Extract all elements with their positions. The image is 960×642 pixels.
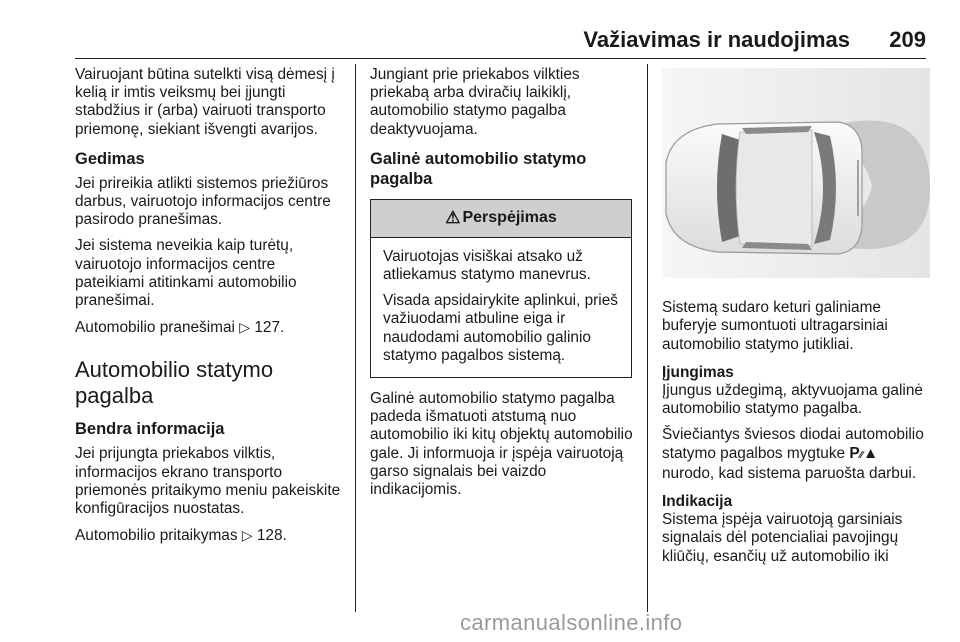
reference-text: Automobilio pritaikymas — [75, 527, 238, 545]
button-glyph: P — [849, 444, 860, 462]
fault-reference — [75, 318, 345, 337]
page-ref-icon: ▷ — [239, 319, 251, 336]
indication-paragraph: Sistema įspėja vairuotoją garsiniais signalais dėl potencialiai pavojingų kliūčių, esančių už automobilio iki — [662, 511, 903, 565]
column-divider — [355, 64, 356, 612]
activation-paragraph — [662, 426, 930, 483]
watermark: carmanualsonline.info — [460, 610, 683, 635]
activation-heading: Įjungimas — [662, 363, 734, 381]
warning-header — [371, 200, 631, 238]
general-heading: Bendra informacija — [75, 420, 225, 439]
general-paragraph: Jei prijungta priekabos vilktis, informacijos ekrano transporto priemonės pritaikymo meniu pakeiskite konfigūracijos nuostatas. — [75, 445, 341, 518]
warning-triangle-icon: ⚠ — [445, 208, 461, 228]
page-header — [0, 26, 960, 56]
general-reference — [75, 526, 345, 545]
activation-text: nurodo, kad sistema paruošta darbui. — [662, 464, 917, 482]
activation-paragraph: Įjungus uždegimą, aktyvuojama galinė automobilio statymo pagalba. — [662, 382, 923, 418]
rear-parking-heading: Galinė automobilio statymo pagalba — [370, 149, 587, 188]
fault-heading: Gedimas — [75, 149, 145, 168]
car-roof — [736, 130, 812, 246]
reference-text: Automobilio pranešimai — [75, 319, 235, 337]
fault-paragraph: Jei prireikia atlikti sistemos priežiūros darbus, vairuotojo informacijos centre pasirodo pranešimas. — [75, 174, 331, 229]
page-number: 209 — [889, 27, 926, 52]
parking-assist-button-icon: P∕∕▲ — [849, 444, 879, 462]
sensors-paragraph: Sistemą sudaro keturi galiniame buferyje sumontuoti ultragarsiniai automobilio statymo jutikliai. — [662, 299, 888, 353]
trailer-paragraph: Jungiant prie priekabos vilkties priekabą arba dviračių laikiklį, automobilio statymo pagalba deaktyvuojama. — [370, 66, 580, 138]
column-divider — [647, 64, 648, 612]
intro-paragraph: Vairuojant būtina sutelkti visą dėmesį į kelią ir imtis veiksmų bei įjungti stabdžius ir (arba) vairuoti transporto priemonę, siekiant išvengti avarijos. — [75, 66, 335, 138]
page-ref-icon: ▷ — [241, 527, 253, 544]
warning-paragraph: Vairuotojas visiškai atsako už atliekamus statymo manevrus. — [383, 247, 591, 284]
activation-text: Šviečiantys šviesos diodai automobilio statymo pagalbos mygtuke — [662, 426, 924, 462]
chapter-title: Važiavimas ir naudojimas — [583, 27, 850, 52]
warning-paragraph: Visada apsidairykite aplinkui, prieš važiuodami atbuline eiga ir naudodami automobilio galinio statymo pagalbos sistemą. — [383, 292, 618, 364]
warning-box — [370, 199, 632, 378]
section-heading: Automobilio statymo pagalba — [75, 357, 274, 409]
car-sensor-illustration — [662, 68, 930, 278]
rear-parking-paragraph: Galinė automobilio statymo pagalba padeda išmatuoti atstumą nuo automobilio iki kitų objektų automobilio gale. Ji informuoja ir įspėja vairuotoją garso signalais bei vaizdo indikacijomis. — [370, 390, 633, 499]
column-left — [75, 66, 345, 553]
warning-body — [371, 238, 631, 377]
indication-heading: Indikacija — [662, 493, 733, 511]
header-rule — [75, 58, 926, 59]
page-reference-link[interactable]: 128. — [256, 527, 287, 545]
fault-paragraph: Jei sistema neveikia kaip turėtų, vairuotojo informacijos centre pateikiami atitinkami automobilio pranešimai. — [75, 237, 297, 310]
page-reference-link[interactable]: 127. — [254, 319, 285, 337]
column-right — [662, 64, 930, 574]
warning-title: Perspėjimas — [462, 209, 557, 227]
column-middle — [370, 66, 635, 507]
